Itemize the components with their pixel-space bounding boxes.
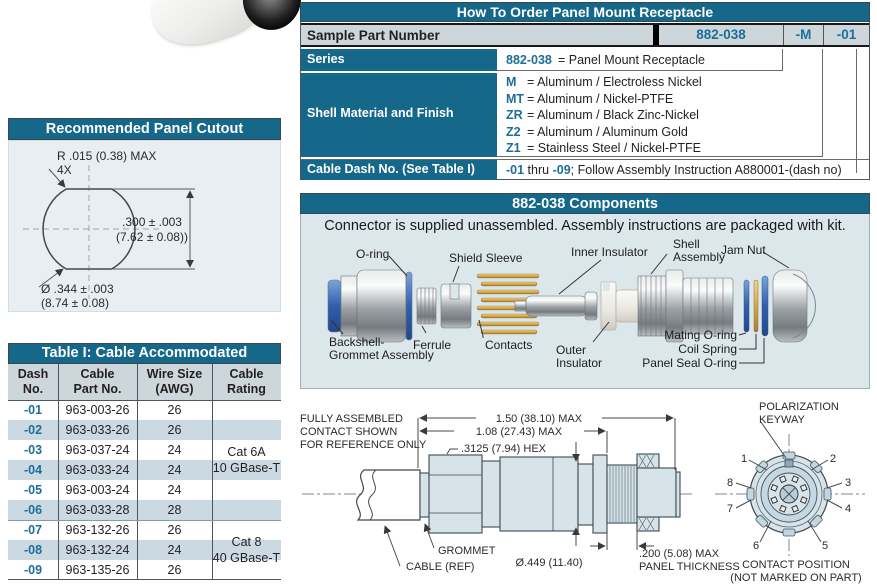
- panel-cutout-title: Recommended Panel Cutout: [8, 118, 281, 140]
- table1-header-wire: [137, 364, 212, 400]
- front-face-part: [676, 472, 680, 517]
- dash-mid: thru: [524, 163, 553, 177]
- keyway-leader: [761, 422, 786, 458]
- series-desc: = Panel Mount Receptacle: [558, 53, 705, 67]
- wire-size: 26: [167, 423, 182, 437]
- position-3: 3: [844, 477, 852, 489]
- cable-dash-label: Cable Dash No. (See Table I): [301, 160, 497, 180]
- hex-dimension-text: .3125 (7.94) HEX: [461, 443, 546, 455]
- header-line: Part No.: [73, 382, 122, 396]
- shell-option-desc: = Aluminum / Nickel-PTFE: [527, 91, 674, 106]
- shell-option-desc: = Aluminum / Electroless Nickel: [527, 75, 702, 89]
- shell-option: [506, 140, 702, 157]
- components-section: [300, 193, 870, 389]
- position-4: 4: [844, 503, 852, 515]
- series-row: [301, 49, 869, 71]
- reference-note: [300, 413, 427, 451]
- shell-option-code: Z2: [506, 124, 521, 139]
- dash-no: -01: [23, 403, 43, 417]
- table1-cable-accommodated: [8, 343, 281, 580]
- sample-series-value: 882-038: [696, 27, 746, 42]
- table1-header-underline: [8, 400, 281, 401]
- grommet-label: GROMMET: [438, 545, 496, 557]
- panel-thickness-text-1: .200 (5.08) MAX: [639, 548, 720, 560]
- shell-assembly-label: [673, 238, 725, 264]
- shield-sleeve-part: [441, 284, 471, 328]
- oring-label: O-ring: [356, 247, 390, 261]
- series-code: 882-038: [506, 53, 552, 67]
- shell-assembly-label-1: Shell: [673, 237, 700, 251]
- ferrule-label: Ferrule: [413, 338, 452, 352]
- cable-part-no: 963-132-24: [65, 543, 130, 557]
- assembly-drawing: [298, 398, 758, 585]
- outer-insulator-label-2: Insulator: [556, 356, 603, 370]
- contacts-label: Contacts: [485, 338, 533, 352]
- backshell-label-1: Backshell-: [329, 335, 385, 349]
- overall-dimension-text: 1.50 (38.10) MAX: [495, 413, 583, 425]
- shell-assembly-label-2: Assembly: [673, 250, 726, 264]
- body-dimension-text: 1.08 (27.43) MAX: [475, 426, 563, 438]
- connector-body: [420, 454, 680, 533]
- shell-option: [506, 74, 702, 91]
- oring-part: [406, 272, 412, 340]
- dash-no: -02: [23, 423, 43, 437]
- wire-size: 24: [167, 543, 182, 557]
- keyway-label-2: KEYWAY: [759, 414, 805, 426]
- dash-no: -05: [23, 483, 43, 497]
- diameter-dimension-mm: (8.74 ± 0.08): [41, 296, 109, 310]
- cable-part-no: 963-033-26: [65, 423, 130, 437]
- contact-position-note-1: CONTACT POSITION: [742, 559, 850, 571]
- cable-dash-row: [301, 159, 869, 180]
- panel-seal-oring-label: Panel Seal O-ring: [642, 356, 737, 370]
- diameter-dimension: Ø .344 ± .003: [41, 282, 114, 296]
- shell-option-code: ZR: [506, 108, 523, 122]
- grommet-part: [420, 473, 429, 517]
- height-dimension-mm: (7.62 ± 0.08)): [116, 230, 188, 244]
- sample-part-number-label: Sample Part Number: [307, 28, 440, 43]
- cable-rating-cat8: [212, 520, 281, 580]
- table1-title: Table I: Cable Accommodated: [8, 343, 281, 364]
- rating-line: Cat 8: [231, 535, 262, 549]
- contact-position-note-2: (NOT MARKED ON PART): [730, 572, 862, 584]
- shell-option: [506, 91, 702, 108]
- cable-part-no: 963-033-24: [65, 463, 130, 477]
- diameter-dimension-text: Ø.449 (11.40): [515, 557, 583, 569]
- cable-part-no: 963-033-28: [65, 503, 130, 517]
- dash-rest: ; Follow Assembly Instruction A880001-(dash no): [570, 163, 842, 177]
- wire-size: 28: [167, 503, 182, 517]
- shell-option-desc: = Aluminum / Black Zinc-Nickel: [527, 108, 699, 122]
- components-subtitle: Connector is supplied unassembled. Assembly instructions are packaged with kit.: [324, 218, 846, 234]
- dash-no: -04: [23, 463, 43, 477]
- coil-spring-label: Coil Spring: [678, 342, 737, 356]
- wire-size: 26: [167, 403, 182, 417]
- header-line: (AWG): [155, 382, 194, 396]
- shell-material-content: [506, 74, 702, 157]
- dash-code-1: -01: [506, 163, 525, 177]
- shell-option-desc: = Aluminum / Aluminum Gold: [527, 124, 688, 139]
- threaded-section-part: [607, 465, 637, 523]
- panel-cutout-drawing: [9, 141, 280, 311]
- dash-no: -07: [23, 523, 43, 537]
- table1-divider: [137, 364, 138, 580]
- shell-option-code: Z1: [506, 141, 521, 155]
- how-to-order-table: [300, 2, 870, 180]
- series-content: [506, 52, 705, 69]
- keyway-label-1: POLARIZATION: [759, 401, 839, 413]
- rating-line: 40 GBase-T: [212, 551, 281, 565]
- panel-seal-oring-part: [762, 276, 768, 336]
- header-line: Dash: [17, 367, 49, 381]
- shell-material-row: [301, 73, 869, 157]
- shell-option: [506, 124, 702, 141]
- collar-part: [482, 461, 500, 527]
- rating-line: 10 GBase-T: [212, 461, 281, 475]
- cable-part-no: 963-003-24: [65, 483, 130, 497]
- assembly-drawing-svg: [298, 398, 758, 585]
- cable-part-no: 963-003-26: [65, 403, 130, 417]
- order-table-title: How To Order Panel Mount Receptacle: [300, 2, 870, 22]
- table1-header-dash: [8, 364, 58, 400]
- sample-part-number-row: [301, 23, 869, 47]
- shell-material-label: Shell Material and Finish: [301, 73, 497, 157]
- main-body-part: [500, 457, 578, 531]
- dash-no: -06: [23, 503, 43, 517]
- panel-cutout-diagram: [8, 140, 281, 312]
- table1-group-divider: [8, 520, 281, 521]
- position-6: 6: [752, 540, 760, 552]
- ref-note-2: CONTACT SHOWN: [300, 426, 398, 438]
- wire-size: 24: [167, 443, 182, 457]
- cable-leader: [385, 526, 400, 566]
- backshell-label-2: Grommet Assembly: [329, 348, 434, 362]
- header-line: Cable: [229, 367, 264, 381]
- coil-spring-part: [754, 280, 758, 332]
- outer-insulator-label-1: Outer: [556, 343, 587, 357]
- series-label: Series: [301, 49, 497, 71]
- mating-oring-label: Mating O-ring: [664, 328, 737, 342]
- cable-dash-content: [506, 162, 842, 179]
- shell-option: [506, 107, 702, 124]
- end-view-svg: [715, 398, 877, 585]
- position-8: 8: [726, 477, 734, 489]
- position-2: 2: [829, 453, 837, 465]
- ref-note-3: FOR REFERENCE ONLY: [300, 439, 427, 451]
- position-1: 1: [740, 453, 748, 465]
- shield-sleeve-label: Shield Sleeve: [449, 251, 523, 265]
- cable-ref-label: CABLE (REF): [406, 561, 475, 573]
- dash-no: -08: [23, 543, 43, 557]
- flange-part: [593, 455, 607, 533]
- jam-nut-drawn-part: [637, 454, 676, 531]
- mating-oring-part: [744, 280, 749, 332]
- cable-part-no: 963-037-24: [65, 443, 130, 457]
- outer-insulator-label: [556, 344, 602, 370]
- receptacle-face: [747, 452, 831, 536]
- radius-note: R .015 (0.38) MAX: [57, 149, 157, 163]
- jam-nut-part: [773, 270, 816, 342]
- radius-count-note: 4X: [57, 163, 72, 177]
- header-line: Wire Size: [146, 367, 203, 381]
- cable-part-no: 963-135-26: [65, 563, 130, 577]
- components-title: 882-038 Components: [300, 193, 870, 214]
- inner-insulator-label: Inner Insulator: [571, 245, 648, 259]
- keyway-notch: [785, 460, 793, 467]
- barrel-part: [578, 464, 593, 525]
- dash-code-2: -09: [552, 163, 571, 177]
- cable-part-no: 963-132-26: [65, 523, 130, 537]
- table1-bottom-line: [8, 579, 281, 580]
- ref-note-1: FULLY ASSEMBLED: [300, 413, 403, 425]
- sample-material-value: -M: [783, 25, 823, 45]
- shell-option-desc: = Stainless Steel / Nickel-PTFE: [527, 141, 702, 155]
- header-line: Rating: [227, 382, 266, 396]
- product-photo: [133, 0, 303, 58]
- sample-dash-value: -01: [823, 25, 869, 45]
- ferrule-part: [417, 288, 436, 324]
- wire-size: 24: [167, 463, 182, 477]
- hex-leader: [447, 449, 458, 454]
- position-7: 7: [726, 503, 734, 515]
- table1-header-row: [8, 364, 281, 400]
- position-5: 5: [821, 540, 829, 552]
- wire-size: 26: [167, 563, 182, 577]
- header-line: Cable: [80, 367, 115, 381]
- cable-rating-cat6a: [212, 400, 281, 520]
- table1-divider: [212, 364, 213, 580]
- height-dimension: .300 ± .003: [122, 215, 182, 229]
- jam-nut-label: Jam Nut: [721, 243, 766, 257]
- shell-option-code: MT: [506, 91, 525, 106]
- cable-part: [357, 470, 420, 520]
- hex-nut-part: [429, 455, 482, 533]
- dash-no: -03: [23, 443, 43, 457]
- contact-end-view: [715, 398, 877, 585]
- table1-header-part: [58, 364, 137, 400]
- wire-size: 26: [167, 523, 182, 537]
- table1-header-rating: [212, 364, 281, 400]
- rating-line: Cat 6A: [227, 445, 266, 459]
- shell-option-code: M: [506, 75, 517, 89]
- header-line: No.: [22, 382, 44, 396]
- panel-thickness-text-2: PANEL THICKNESS: [639, 561, 740, 573]
- wire-size: 24: [167, 483, 182, 497]
- dash-no: -09: [23, 563, 43, 577]
- table1-divider: [58, 364, 59, 580]
